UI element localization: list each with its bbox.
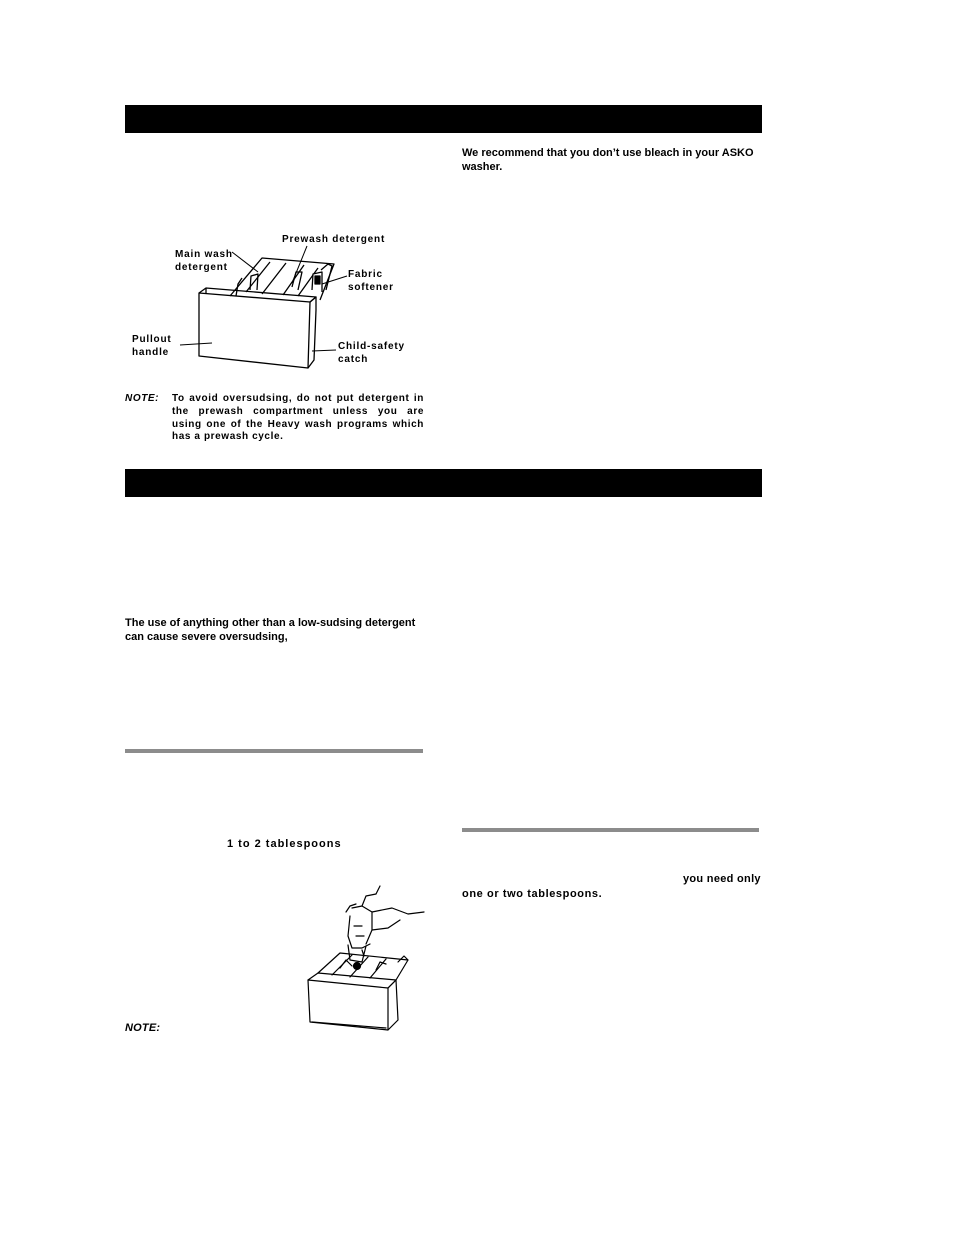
warning-line-2: can cause severe oversudsing, [125, 631, 288, 643]
note-label-oversudsing: NOTE: [125, 393, 160, 404]
warning-line-1: The use of anything other than a low-sudsing detergent [125, 617, 416, 629]
note-line-4: has a prewash cycle. [172, 431, 284, 443]
dosage-line-1: you need only [683, 873, 761, 885]
note-line-3: using one of the Heavy wash programs which [172, 418, 424, 430]
label-main-wash-detergent: Main wash detergent [175, 249, 233, 273]
label-prewash-detergent: Prewash detergent [282, 234, 386, 245]
note-line-1: To avoid oversudsing, do not put detergent in [172, 393, 424, 404]
bleach-note-line-2: washer. [462, 161, 503, 173]
dosage-line-2: one or two tablespoons. [462, 888, 603, 900]
label-child-safety-catch: Child-safety catch [338, 341, 405, 365]
note-line-2: the prewash compartment unless you are [172, 405, 424, 417]
tablespoons-amount: 1 to 2 tablespoons [227, 838, 342, 850]
label-pullout-handle: Pullout handle [132, 334, 172, 358]
label-fabric-softener: Fabric softener [348, 269, 394, 293]
note-label-bottom: NOTE: [125, 1022, 161, 1034]
bleach-note-line-1: We recommend that you don’t use bleach in your ASKO [462, 147, 754, 159]
